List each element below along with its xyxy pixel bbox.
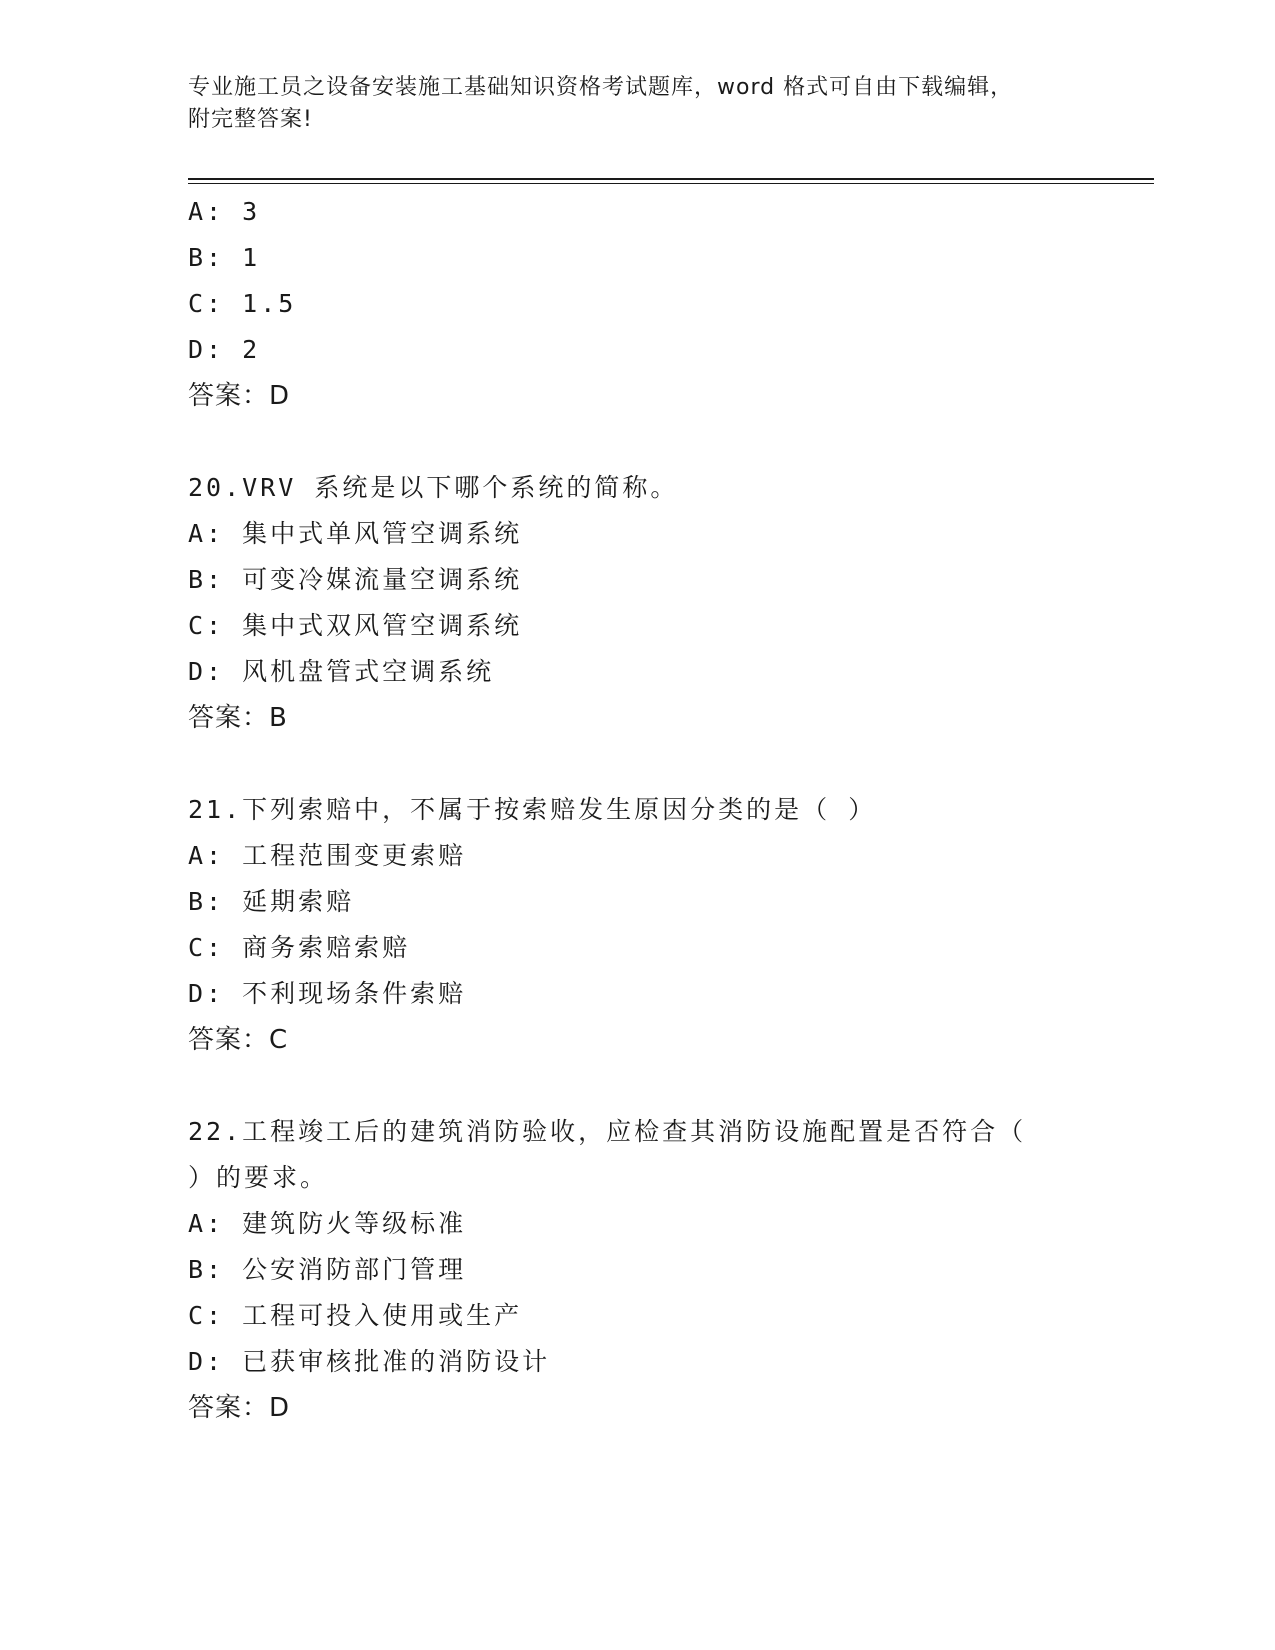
option-c: C: 1.5 <box>188 289 297 318</box>
answer-text: 答案：D <box>188 1393 291 1423</box>
spacer <box>188 419 1088 465</box>
option-c: C: 商务索赔索赔 <box>188 933 411 962</box>
question-block <box>188 787 1088 1063</box>
option-c: C: 集中式双风管空调系统 <box>188 611 523 640</box>
header-divider-thin <box>188 183 1154 184</box>
header-title-line-2: 附完整答案! <box>188 107 313 132</box>
header-title-line-1: 专业施工员之设备安装施工基础知识资格考试题库，word 格式可自由下载编辑， <box>188 75 1014 100</box>
header-divider <box>188 178 1154 180</box>
option-a: A: 工程范围变更索赔 <box>188 841 467 870</box>
question-stem-line-2: ）的要求。 <box>188 1163 329 1192</box>
option-b: B: 延期索赔 <box>188 887 355 916</box>
answer-text: 答案：C <box>188 1025 289 1055</box>
option-d: D: 风机盘管式空调系统 <box>188 657 495 686</box>
option-d: D: 不利现场条件索赔 <box>188 979 467 1008</box>
question-block <box>188 1109 1088 1431</box>
answer-text: 答案：B <box>188 703 288 733</box>
answer-text: 答案：D <box>188 381 291 411</box>
option-b: B: 1 <box>188 243 261 272</box>
option-b: B: 公安消防部门管理 <box>188 1255 467 1284</box>
question-stem: 21.下列索赔中，不属于按索赔发生原因分类的是（ ） <box>188 795 877 824</box>
option-b: B: 可变冷媒流量空调系统 <box>188 565 523 594</box>
page-header <box>188 72 1068 136</box>
question-stem: 20.VRV 系统是以下哪个系统的简称。 <box>188 473 679 502</box>
option-a: A: 建筑防火等级标准 <box>188 1209 467 1238</box>
question-block <box>188 189 1088 419</box>
spacer <box>188 1063 1088 1109</box>
option-c: C: 工程可投入使用或生产 <box>188 1301 523 1330</box>
question-block <box>188 465 1088 741</box>
option-d: D: 已获审核批准的消防设计 <box>188 1347 551 1376</box>
question-stem-line-1: 22.工程竣工后的建筑消防验收，应检查其消防设施配置是否符合（ <box>188 1117 1027 1146</box>
spacer <box>188 741 1088 787</box>
option-a: A: 3 <box>188 197 261 226</box>
option-d: D: 2 <box>188 335 261 364</box>
question-list <box>188 189 1088 1431</box>
option-a: A: 集中式单风管空调系统 <box>188 519 523 548</box>
